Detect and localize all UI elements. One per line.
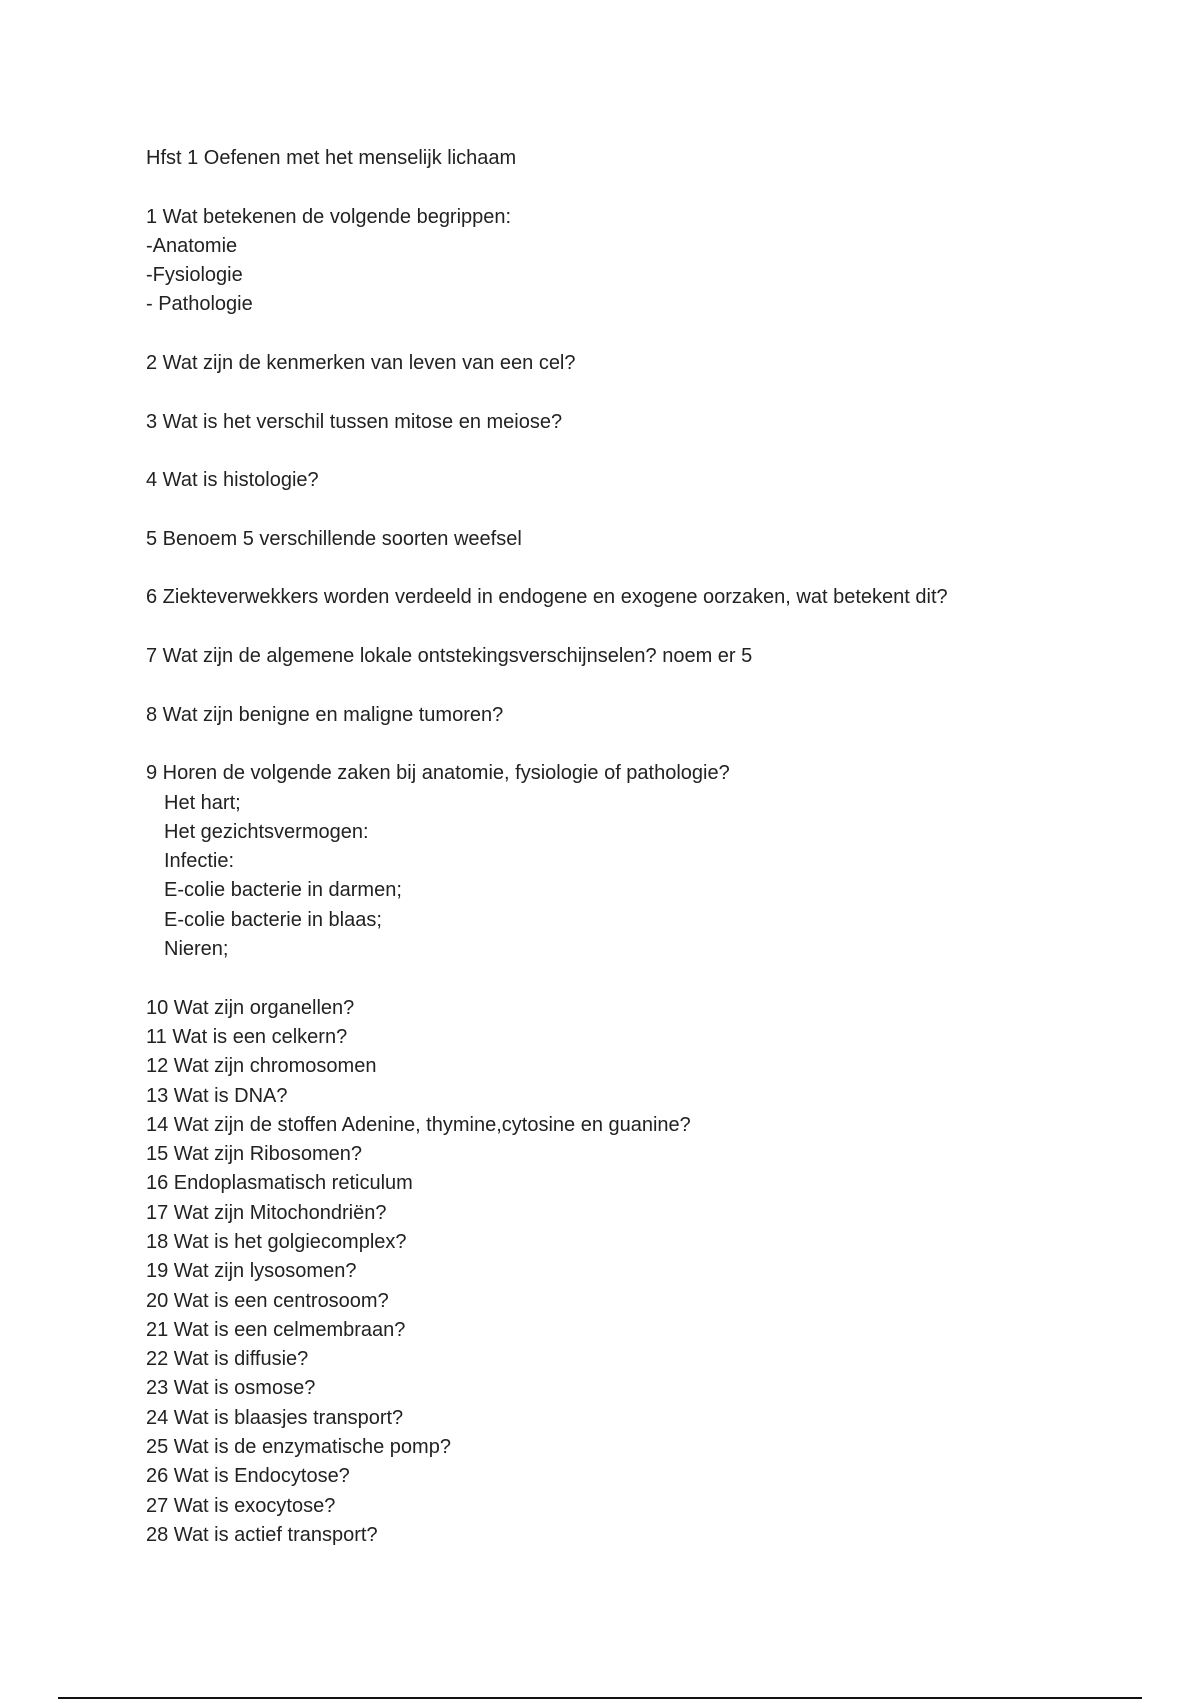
q9-item-hart: Het hart; xyxy=(164,791,241,814)
q9-item-nieren: Nieren; xyxy=(164,938,229,961)
question-20: 20 Wat is een centrosoom? xyxy=(146,1289,389,1312)
question-23: 23 Wat is osmose? xyxy=(146,1377,316,1400)
spacer xyxy=(146,671,1146,700)
document-page xyxy=(146,144,1146,1550)
question-3: 3 Wat is het verschil tussen mitose en meiose? xyxy=(146,410,563,433)
question-19: 19 Wat zijn lysosomen? xyxy=(146,1260,357,1283)
footer-divider xyxy=(58,1697,1142,1699)
spacer xyxy=(146,964,1146,993)
term-anatomie: -Anatomie xyxy=(146,234,238,257)
question-13: 13 Wat is DNA? xyxy=(146,1084,288,1107)
question-17: 17 Wat zijn Mitochondriën? xyxy=(146,1201,387,1224)
spacer xyxy=(146,320,1146,349)
question-28: 28 Wat is actief transport? xyxy=(146,1523,378,1546)
spacer xyxy=(146,437,1146,466)
question-9: 9 Horen de volgende zaken bij anatomie, fysiologie of pathologie? xyxy=(146,762,730,785)
question-8: 8 Wat zijn benigne en maligne tumoren? xyxy=(146,703,504,726)
question-16: 16 Endoplasmatisch reticulum xyxy=(146,1172,413,1195)
question-25: 25 Wat is de enzymatische pomp? xyxy=(146,1436,451,1459)
question-24: 24 Wat is blaasjes transport? xyxy=(146,1406,404,1429)
q9-item-ecoli-blaas: E-colie bacterie in blaas; xyxy=(164,908,382,931)
spacer xyxy=(146,378,1146,407)
question-27: 27 Wat is exocytose? xyxy=(146,1494,336,1517)
question-6: 6 Ziekteverwekkers worden verdeeld in endogene en exogene oorzaken, wat betekent dit? xyxy=(146,586,948,609)
spacer xyxy=(146,613,1146,642)
question-1: 1 Wat betekenen de volgende begrippen: xyxy=(146,205,512,228)
spacer xyxy=(146,730,1146,759)
q9-item-ecoli-darmen: E-colie bacterie in darmen; xyxy=(164,879,402,902)
question-15: 15 Wat zijn Ribosomen? xyxy=(146,1143,363,1166)
question-18: 18 Wat is het golgiecomplex? xyxy=(146,1230,407,1253)
spacer xyxy=(146,496,1146,525)
question-7: 7 Wat zijn de algemene lokale ontstekingsverschijnselen? noem er 5 xyxy=(146,645,753,668)
question-10: 10 Wat zijn organellen? xyxy=(146,996,355,1019)
question-26: 26 Wat is Endocytose? xyxy=(146,1465,350,1488)
question-21: 21 Wat is een celmembraan? xyxy=(146,1318,406,1341)
question-14: 14 Wat zijn de stoffen Adenine, thymine,cytosine en guanine? xyxy=(146,1113,691,1136)
document-title: Hfst 1 Oefenen met het menselijk lichaam xyxy=(146,147,517,169)
term-fysiologie: -Fysiologie xyxy=(146,264,243,287)
question-4: 4 Wat is histologie? xyxy=(146,469,319,492)
question-22: 22 Wat is diffusie? xyxy=(146,1348,309,1371)
question-2: 2 Wat zijn de kenmerken van leven van een cel? xyxy=(146,352,576,375)
q9-item-gezichtsvermogen: Het gezichtsvermogen: xyxy=(164,820,369,843)
question-12: 12 Wat zijn chromosomen xyxy=(146,1055,377,1078)
term-pathologie: - Pathologie xyxy=(146,293,253,316)
spacer xyxy=(146,173,1146,202)
spacer xyxy=(146,554,1146,583)
q9-item-infectie: Infectie: xyxy=(164,850,235,873)
question-5: 5 Benoem 5 verschillende soorten weefsel xyxy=(146,527,522,550)
question-11: 11 Wat is een celkern? xyxy=(146,1025,348,1048)
